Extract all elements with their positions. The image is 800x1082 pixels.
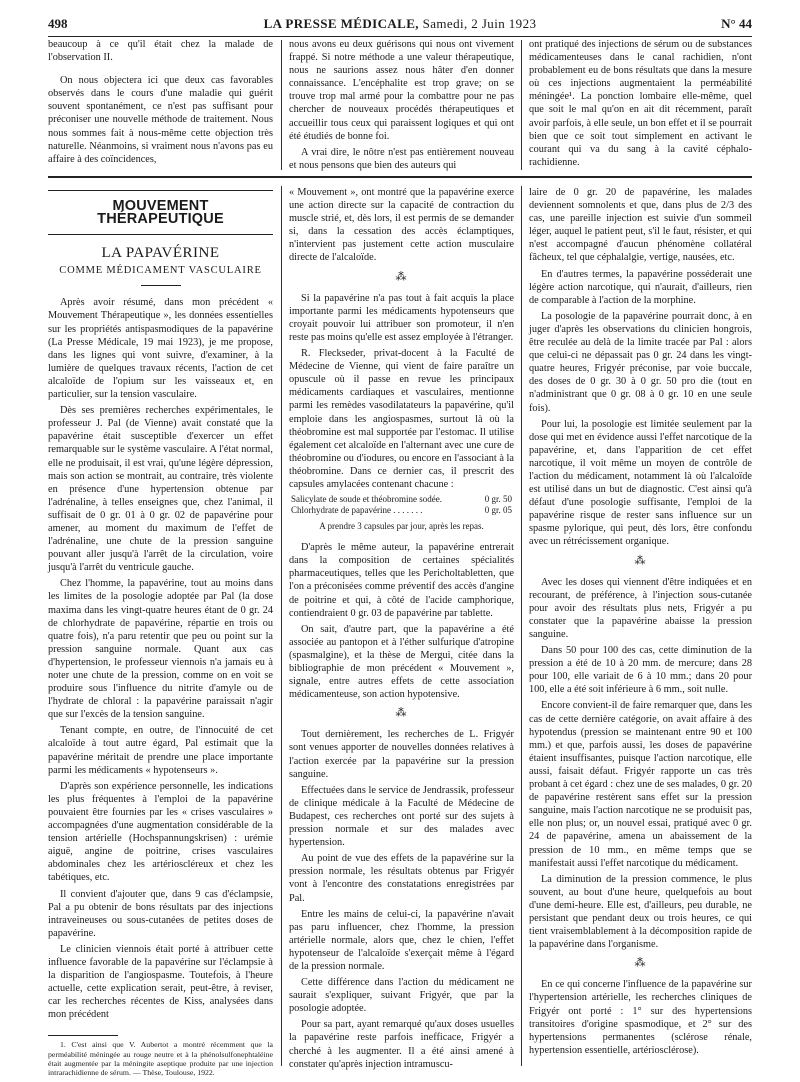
paragraph: Pour lui, la posologie est limitée seulement par la dose qui met en évidence aussi l'effet narcotique de la papavérine, et, dans l'apparition de cet effet narcotique, il voit même un moyen de contrôle de l'action du médicament, notamment là où l'alcaloïde est utilisé dans un but de diagnostic. C'est ainsi qu'à défaut d'une posologie suffisante, l'emploi de la papavérine risque de rester sans influence sur un spasme pylorique, qui peut, dès lors, être confondu avec un rétrécissement organique. xyxy=(529,418,752,548)
paragraph: Il convient d'ajouter que, dans 9 cas d'éclampsie, Pal a pu obtenir de bons résultats par des injections intraveineuses ou sous-cutanées de petites doses de papavérine. xyxy=(48,888,273,939)
prescription-row xyxy=(289,505,514,516)
paragraph: Effectuées dans le service de Jendrassik, professeur de clinique médicale à la Faculté de Médecine de Budapest, ces recherches ont porté sur des sujets à pression normale et sur des malades avec hypertension. xyxy=(289,784,514,849)
article-subtitle: COMME MÉDICAMENT VASCULAIRE xyxy=(59,265,262,277)
paragraph: ont pratiqué des injections de sérum ou de substances médicamenteuses dans le canal rachidien, n'ont probablement eu de bons résultats que dans la mesure où ces injections augmentaient la perméabilité méningée¹. La ponction lombaire elle-même, quel que soit le mal qu'on en ait dit récemment, paraît avoir parfois, à elle seule, un bon effet et il se pourrait bien que ce soit tout simplement en activant le courant qui va du sang à la cavité céphalo-rachidienne. xyxy=(529,39,752,168)
paragraph: En d'autres termes, la papavérine posséderait une légère action narcotique, qui n'aurait, d'ailleurs, rien de comparable à l'action de la morphine. xyxy=(529,268,752,306)
column-divider xyxy=(521,40,522,170)
paragraph: laire de 0 gr. 20 de papavérine, les malades deviennent somnolents et que, dans plus de 2/3 des cas, une pareille injection est suivie d'un sommeil léger, auquel le patient peut, s'il le faut, résister, et qui n'est accompagné d'aucun phénomène collatéral fâcheux, tel que céphalalgie, vertige, nausées, etc. xyxy=(529,187,752,264)
section-break: ⁂ xyxy=(634,957,647,970)
paragraph: D'après le même auteur, la papavérine entrerait dans la composition de certaines spécialités pharmaceutiques, telles que les Pericholtabletten, que l'on a préconisées comme préventif des accès d'angine de poitrine et qui, à côté de l'acide camphorique, contiendraient 0 gr. 03 de papavérine par tablette. xyxy=(289,542,514,619)
issue-date: Samedi, 2 Juin 1923 xyxy=(422,16,537,31)
column-divider xyxy=(281,186,282,1066)
journal-title xyxy=(48,16,752,32)
column-divider xyxy=(281,40,282,170)
paragraph: Au point de vue des effets de la papavérine sur la pression normale, les résultats obtenus par Frigyér vont à l'encontre des constatations enregistrées par Pal. xyxy=(289,853,514,904)
paragraph: Le clinicien viennois était porté à attribuer cette influence favorable de la papavérine sur l'éclampsie à la disparition de l'angiospasme. Toutefois, à l'heure actuelle, cette explication serait, peut-être, à reviser, car les recherches récentes de Kiss, analysées dans mon précédent xyxy=(48,943,273,1021)
paragraph: Après avoir résumé, dans mon précédent « Mouvement Thérapeutique », les données essentielles sur les propriétés antispasmodiques de la papavérine (La Presse Médicale, 19 mai 1923), je me propose, dans les lignes qui vont suivre, d'examiner, à la lumière de quelques travaux récents, l'action de cet alcaloïde de l'opium sur les vaisseaux et, en particulier, sur la tension vasculaire. xyxy=(48,297,273,401)
rubric-title: MOUVEMENT THÉRAPEUTIQUE xyxy=(48,190,273,235)
ingredient: Chlorhydrate de papavérine . . . . . . . xyxy=(291,505,423,516)
paragraph: Pour sa part, ayant remarqué qu'aux doses usuelles la papavérine reste parfois inefficace, Frigyér a cherché à les augmenter. Il a été ainsi amené à constater qu'après injection intramuscu- xyxy=(289,1019,514,1070)
paragraph: Entre les mains de celui-ci, la papavérine n'avait pas paru influencer, chez l'homme, la pression artérielle normale, alors que, chez le chien, l'effet hypotenseur de l'alcaloïde s'exerçait même à l'égard de la pression normale. xyxy=(289,908,514,972)
prescription-row xyxy=(289,494,514,505)
page-number: 498 xyxy=(48,16,68,31)
column-divider xyxy=(521,186,522,1066)
paragraph: Dès ses premières recherches expérimentales, le professeur J. Pal (de Vienne) avait constaté que la papavérine était susceptible d'exercer un effet remarquable sur le système vasculaire. A l'état normal, elle ne produisait, il est vrai, qu'une légère dépression, mais son action se montrait, au contraire, très violente en présence d'une hypertension obtenue par l'adrénaline, à telles enseignes que, chez l'animal, il suffisait de 0 gr. 01 à 0 gr. 02 de papavérine pour amener, au moment du maximum de l'effet de l'adrénaline, une chute de la pression sanguine pouvant aller jusqu'à l'arrêt de la circulation, voire jusqu'à l'arrêt du ventricule gauche. xyxy=(48,405,273,574)
paragraph: Avec les doses qui viennent d'être indiquées et en recourant, de préférence, à l'injection sous-cutanée pour avoir des résultats plus nets, Frigyér a pu constater que la papavérine abaisse la pression sanguine. xyxy=(529,576,752,640)
journal-name: LA PRESSE MÉDICALE, xyxy=(263,16,419,31)
article-column-3 xyxy=(529,186,752,1060)
article-column-1 xyxy=(48,186,273,1080)
section-break: ⁂ xyxy=(395,270,408,283)
article-column-2 xyxy=(289,186,514,1074)
section-break: ⁂ xyxy=(395,707,408,720)
issue-number: N° 44 xyxy=(721,16,752,31)
paragraph: On sait, d'autre part, que la papavérine a été associée au pantopon et à l'éther sulfurique d'atropine (spasmalgine), et la thèse de Mergui, citée dans la bibliographie de mon précédent « Mouvement », signale, entre autres effets de cette association médicamenteuse, son action hypotensive. xyxy=(289,623,514,701)
paragraph: Dans 50 pour 100 des cas, cette diminution de la pression a été de 10 à 20 mm. de mercure; dans 28 pour 100, elle variait de 6 à 10 mm.; dans 20 pour 100, elle a été soit inférieure à 6 mm., soit nulle. xyxy=(529,645,752,696)
paragraph: nous avons eu deux guérisons qui nous ont vivement frappé. Si notre méthode a une valeur thérapeutique, nous ne saurions assez nous hâter d'en donner connaissance. L'encéphalite est trop grave; on se trouve trop mal armé pour la combattre pour ne pas chercher de nouveaux procédés thérapeutiques et accueillir tous ceux qui paraissent logiques et qui ont été étudiés de bonne foi. xyxy=(289,39,514,142)
prescription xyxy=(289,494,514,516)
paragraph: Tenant compte, en outre, de l'innocuité de cet alcaloïde à tout autre égard, Pal estimait que la papavérine méritait de prendre une place importante parmi les médicaments « hypotenseurs ». xyxy=(48,725,273,776)
paragraph: Cette différence dans l'action du médicament ne saurait s'expliquer, suivant Frigyér, que par la posologie adoptée. xyxy=(289,977,514,1015)
article-title: LA PAPAVÉRINE xyxy=(101,245,220,262)
top-column-3 xyxy=(529,38,752,172)
paragraph: « Mouvement », ont montré que la papavérine exerce une action directe sur la capacité de contraction du muscle strié, et, dès lors, il est permis de se demander si, dans la cessation des accès éclamptiques, n'intervient pas justement cette action musculaire directe de l'alcaloïde. xyxy=(289,187,514,264)
dose: 0 gr. 50 xyxy=(484,494,512,505)
footnote: 1. C'est ainsi que V. Aubertot a montré récemment que la perméabilité méningée au rouge neutre et à la phénolsulfonephtaléine était augmentée par la méningite aseptique produite par une injection intrarachidienne de sérum. — Thèse, Toulouse, 1922. xyxy=(48,1040,273,1078)
paragraph: Encore convient-il de faire remarquer que, dans les cas de cette dernière catégorie, on avait affaire à des hypotendus (pression se maintenant entre 90 et 100 mm.) et que, parfois aussi, les doses de papavérine étaient insuffisantes, puisque l'action narcotique, elle aussi, faisait défaut. Frigyér rapporte un cas très probant à cet égard : chez une de ses malades, 0 gr. 20 de papavérine restèrent sans effet sur la pression sanguine, mais l'action narcotique ne se produisit pas, elle non plus; or, un nouvel essai, pratiqué avec 0 gr. 24 de papavérine, amena un abaissement de la pression de 10 mm., en même temps que se manifestait aussi l'effet narcotique du médicament. xyxy=(529,700,753,869)
paragraph: beaucoup à ce qu'il était chez la malade de l'observation II. xyxy=(48,39,273,64)
paragraph: R. Fleckseder, privat-docent à la Faculté de Médecine de Vienne, qui vient de faire paraître un opuscule où il passe en revue les principaux médicaments cardiaques et vasculaires, mentionne parmi les remèdes vasodilatateurs la papavérine, qu'il emploie dans les angiospasmes, surtout là où la théobromine est mal supportée par l'estomac. Il utilise également cet alcaloïde en l'alternant avec une cure de théobromine ou d'iodures, ou encore en l'associant à la théobromine. Dans ce dernier cas, il prescrit des capsules amylacées contenant chacune : xyxy=(289,348,514,490)
paragraph: Tout dernièrement, les recherches de L. Frigyér sont venues apporter de nouvelles données relatives à l'action exercée par la papavérine sur la pression sanguine. xyxy=(289,729,514,780)
prescription-note: A prendre 3 capsules par jour, après les repas. xyxy=(319,521,484,532)
top-column-2 xyxy=(289,38,514,175)
dose: 0 gr. 05 xyxy=(484,505,512,516)
section-separator xyxy=(48,176,752,178)
footnote-rule xyxy=(48,1035,118,1036)
paragraph: La diminution de la pression commence, le plus souvent, au bout d'une heure, quelquefois au bout d'une demi-heure. Elle est, d'ailleurs, peu durable, ne persistant que pendant deux ou trois heures, ce qui tient vraisemblablement à la décomposition rapide de la papavérine dans l'organisme. xyxy=(529,873,752,951)
ingredient: Salicylate de soude et théobromine sodée. xyxy=(291,494,442,505)
paragraph: A vrai dire, le nôtre n'est pas entièrement nouveau et nous pensons que bien des auteurs qui xyxy=(289,146,514,171)
paragraph: En ce qui concerne l'influence de la papavérine sur l'hypertension artérielle, les recherches cliniques de Frigyér ont porté : 1° sur des hypertensions transitoires d'origine spasmodique, et 2° sur des hypertensions permanentes (sclérose rénale, hypertension essentielle, artériosclérose). xyxy=(529,979,752,1056)
title-rule xyxy=(141,285,181,286)
paragraph: Chez l'homme, la papavérine, tout au moins dans les limites de la posologie adoptée par Pal (la dose maxima dans les vingt-quatre heures étant de 0 gr. 24 de chlorhydrate de papavérine, répartie en trois ou quatre fois), n'a paru retentir que peu ou point sur la pression sanguine normale. Quant aux cas d'hypertension, le professeur viennois n'a jamais eu à noter une chute de la pression, comme on en voit se produire sous l'influence du nitrite d'amyle ou de l'hydrate de chloral : la papavérine paraissait n'agir que sur l'excès de la tension sanguine. xyxy=(48,578,273,721)
paragraph: On nous objectera ici que deux cas favorables observés dans le cours d'une maladie qui guérit souvent spontanément, ce n'est pas suffisant pour préconiser une nouvelle méthode de traitement. Nous nous sommes fait à nous-même cette objection très naturelle. Néanmoins, si vraiment nous n'avons pas eu affaire à des coïncidences, xyxy=(48,75,273,165)
running-header xyxy=(48,14,752,37)
paragraph: D'après son expérience personnelle, les indications les plus fréquentes à l'emploi de la papavérine pouvaient être fournies par les « crises vasculaires » accompagnées d'une augmentation considérable de la tension artérielle (Hochspannungskrisen) : urémie aiguë, angine de poitrine, crises vasculaires abdominales chez les artérioscléreux et chez les tabétiques, etc. xyxy=(48,780,273,884)
section-break: ⁂ xyxy=(634,554,647,567)
top-column-1 xyxy=(48,38,273,169)
paragraph: Si la papavérine n'a pas tout à fait acquis la place importante parmi les médicaments hypotenseurs que croyait pouvoir lui attribuer son promoteur, il n'en reste pas moins qu'elle est assez employée à l'étranger. xyxy=(289,292,514,343)
paragraph: La posologie de la papavérine pourrait donc, à en juger d'après les observations du clinicien hongrois, être reculée au delà de la limite tracée par Pal : alors que celui-ci ne dépassait pas 0 gr. 24 dans les vingt-quatre heures, Frigyér préconise, par voie buccale, des doses de 0 gr. 30 à 0 gr. 50 pro die (tout en n'administrant que 0 gr. 08 à 0 gr. 10 en une seule fois). xyxy=(529,310,752,414)
